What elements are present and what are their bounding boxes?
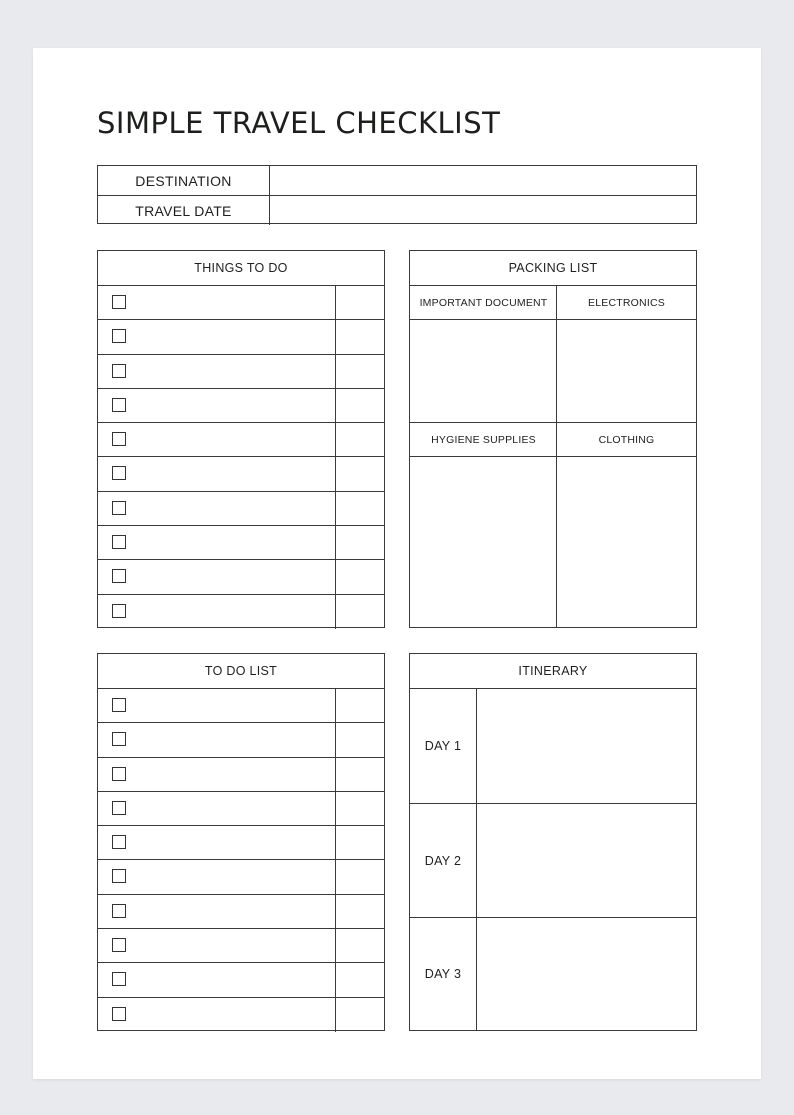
checklist-item-field[interactable]: [134, 423, 330, 456]
checkbox[interactable]: [112, 767, 126, 781]
checklist-row: [98, 998, 384, 1032]
checklist-note-field[interactable]: [336, 492, 384, 525]
checkbox[interactable]: [112, 466, 126, 480]
to-do-list: [98, 689, 384, 1032]
page-title: SIMPLE TRAVEL CHECKLIST: [97, 106, 501, 140]
packing-section-electronics[interactable]: [557, 286, 696, 422]
checklist-row: [98, 457, 384, 491]
checklist-note-field[interactable]: [336, 963, 384, 996]
checkbox[interactable]: [112, 1007, 126, 1021]
checklist-item-field[interactable]: [134, 286, 330, 319]
checklist-note-field[interactable]: [336, 860, 384, 893]
important-document-label: IMPORTANT DOCUMENT: [410, 286, 557, 320]
checklist-note-field[interactable]: [336, 389, 384, 422]
checklist-row: [98, 792, 384, 826]
checkbox[interactable]: [112, 801, 126, 815]
checklist-row: [98, 320, 384, 354]
checklist-item-field[interactable]: [134, 998, 330, 1032]
checklist-item-field[interactable]: [134, 963, 330, 996]
checklist-row: [98, 895, 384, 929]
itinerary-day-row: [410, 918, 696, 1030]
checklist-row: [98, 423, 384, 457]
checklist-item-field[interactable]: [134, 895, 330, 928]
travel-date-row: [98, 195, 696, 225]
checkbox[interactable]: [112, 295, 126, 309]
things-to-do-list: [98, 286, 384, 629]
checklist-note-field[interactable]: [336, 286, 384, 319]
day-label: DAY 2: [424, 853, 462, 868]
checkbox[interactable]: [112, 535, 126, 549]
checklist-note-field[interactable]: [336, 355, 384, 388]
checklist-item-field[interactable]: [134, 526, 330, 559]
checklist-note-field[interactable]: [336, 792, 384, 825]
checkbox[interactable]: [112, 972, 126, 986]
packing-list-heading: PACKING LIST: [410, 251, 696, 286]
itinerary-panel: [409, 653, 697, 1031]
checklist-note-field[interactable]: [336, 895, 384, 928]
checkbox[interactable]: [112, 835, 126, 849]
checklist-note-field[interactable]: [336, 826, 384, 859]
checklist-note-field[interactable]: [336, 457, 384, 490]
checklist-note-field[interactable]: [336, 526, 384, 559]
things-to-do-heading: THINGS TO DO: [98, 251, 384, 286]
day-label: DAY 3: [424, 967, 462, 981]
checklist-item-field[interactable]: [134, 929, 330, 962]
day-label: DAY 1: [424, 739, 462, 753]
checklist-note-field[interactable]: [336, 723, 384, 756]
things-to-do-panel: [97, 250, 385, 628]
checkbox[interactable]: [112, 329, 126, 343]
checklist-item-field[interactable]: [134, 492, 330, 525]
to-do-list-panel: [97, 653, 385, 1031]
checklist-row: [98, 492, 384, 526]
checklist-note-field[interactable]: [336, 929, 384, 962]
packing-section-hygiene-supplies[interactable]: [410, 423, 557, 627]
itinerary-day-row: [410, 804, 696, 918]
checklist-item-field[interactable]: [134, 826, 330, 859]
checkbox[interactable]: [112, 604, 126, 618]
checklist-row: [98, 963, 384, 997]
checklist-row: [98, 286, 384, 320]
checklist-row: [98, 389, 384, 423]
day-notes-field[interactable]: [477, 918, 696, 1030]
checkbox[interactable]: [112, 501, 126, 515]
itinerary-table: [410, 689, 696, 1030]
checkbox[interactable]: [112, 904, 126, 918]
checklist-note-field[interactable]: [336, 595, 384, 629]
checklist-item-field[interactable]: [134, 457, 330, 490]
checkbox[interactable]: [112, 938, 126, 952]
itinerary-heading: ITINERARY: [410, 654, 696, 689]
checkbox[interactable]: [112, 869, 126, 883]
checklist-row: [98, 595, 384, 629]
packing-section-clothing[interactable]: [557, 423, 696, 627]
checklist-note-field[interactable]: [336, 423, 384, 456]
electronics-label: ELECTRONICS: [557, 286, 696, 320]
checklist-item-field[interactable]: [134, 595, 330, 629]
itinerary-day-row: [410, 689, 696, 804]
clothing-label: CLOTHING: [557, 423, 696, 457]
checklist-row: [98, 860, 384, 894]
destination-label: DESTINATION: [98, 166, 270, 195]
checklist-row: [98, 826, 384, 860]
trip-info-table: [97, 165, 697, 224]
checklist-row: [98, 560, 384, 594]
checkbox[interactable]: [112, 432, 126, 446]
checklist-item-field[interactable]: [134, 560, 330, 593]
checklist-item-field[interactable]: [134, 320, 330, 353]
checklist-note-field[interactable]: [336, 560, 384, 593]
checkbox[interactable]: [112, 732, 126, 746]
destination-row: [98, 166, 696, 195]
checklist-row: [98, 723, 384, 757]
packing-list-grid: [410, 286, 696, 627]
checkbox[interactable]: [112, 698, 126, 712]
checkbox[interactable]: [112, 364, 126, 378]
checklist-item-field[interactable]: [134, 389, 330, 422]
day-notes-field[interactable]: [477, 804, 696, 917]
checklist-note-field[interactable]: [336, 998, 384, 1032]
checkbox[interactable]: [112, 569, 126, 583]
to-do-list-heading: TO DO LIST: [98, 654, 384, 689]
checklist-row: [98, 689, 384, 723]
day-notes-field[interactable]: [477, 689, 696, 803]
checklist-note-field[interactable]: [336, 320, 384, 353]
checklist-item-field[interactable]: [134, 758, 330, 791]
hygiene-supplies-label: HYGIENE SUPPLIES: [410, 423, 557, 457]
checklist-item-field[interactable]: [134, 689, 330, 722]
destination-field[interactable]: [270, 166, 696, 195]
checklist-note-field[interactable]: [336, 758, 384, 791]
packing-section-important-document[interactable]: [410, 286, 557, 422]
checkbox[interactable]: [112, 398, 126, 412]
checklist-item-field[interactable]: [134, 860, 330, 893]
checklist-row: [98, 758, 384, 792]
travel-date-label: TRAVEL DATE: [98, 196, 270, 225]
checklist-row: [98, 929, 384, 963]
checklist-note-field[interactable]: [336, 689, 384, 722]
checklist-row: [98, 526, 384, 560]
packing-list-panel: [409, 250, 697, 628]
checklist-item-field[interactable]: [134, 792, 330, 825]
checklist-item-field[interactable]: [134, 355, 330, 388]
travel-date-field[interactable]: [270, 196, 696, 225]
checklist-row: [98, 355, 384, 389]
checklist-item-field[interactable]: [134, 723, 330, 756]
